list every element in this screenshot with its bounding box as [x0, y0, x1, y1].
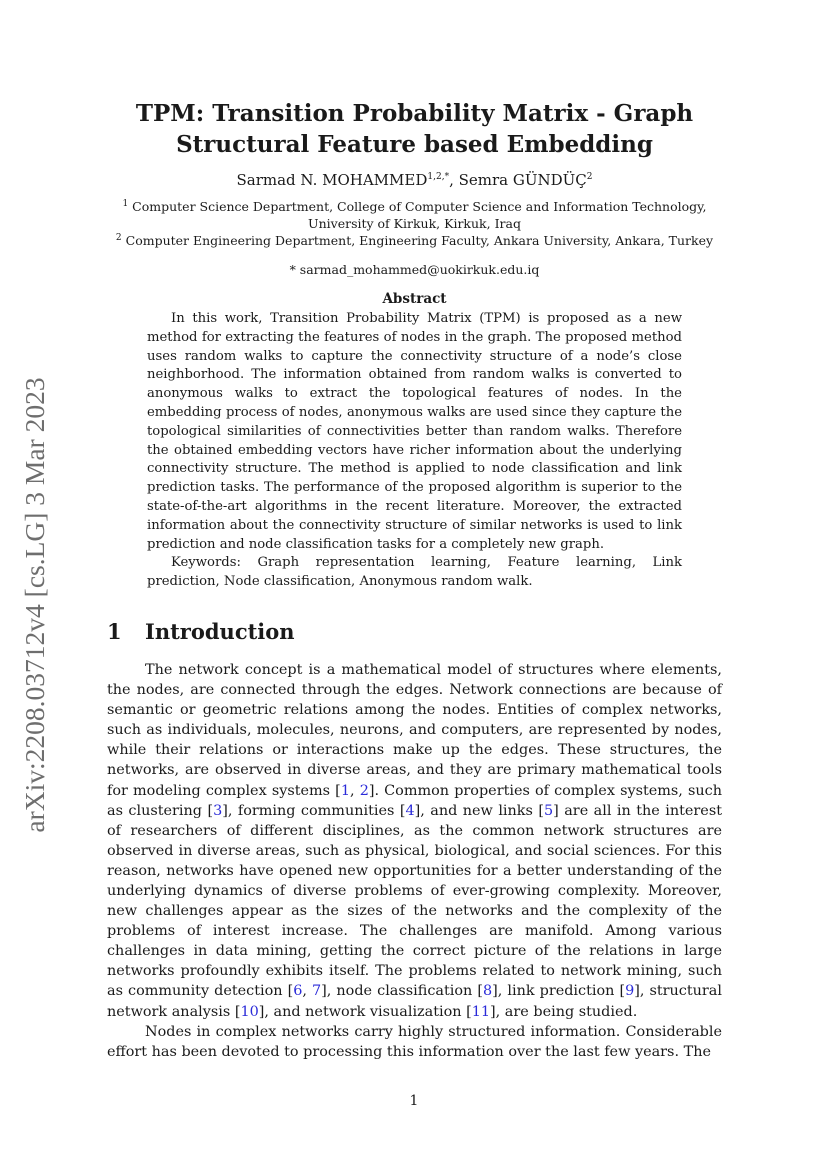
author-affil-marker: 2 [586, 172, 593, 182]
paper-page [107, 98, 722, 1062]
arxiv-sidebar [10, 360, 58, 850]
abstract-text: In this work, Transition Probability Matrix (TPM) is proposed as a new method for extracting the features of nodes in the graph. The proposed method uses random walks to capture the connectivity structure of a node’s close neighborhood. The information obtained from random walks is converted to anonymous walks to extract the topological features of nodes. In the embedding process of nodes, anonymous walks are used since they capture the topological similarities of connectivities better than random walks. Therefore the obtained embedding vectors have richer information about the underlying connectivity structure. The method is applied to node classification and link prediction tasks. The performance of the proposed algorithm is superior to the state-of-the-art algorithms in the recent literature. Moreover, the extracted information about the connectivity structure of similar networks is used to link prediction and node classification tasks for a completely new graph. [147, 311, 682, 552]
citation-link[interactable]: 1 [340, 782, 350, 799]
citation-link[interactable]: 4 [405, 802, 415, 819]
author-name: Semra GÜNDÜÇ [458, 171, 587, 189]
keywords: Keywords: Graph representation learning, Feature learning, Link prediction, Node classification, Anonymous random walk. [147, 555, 682, 590]
author-affil-marker: 1,2,* [427, 172, 450, 182]
section-number: 1 [107, 618, 122, 644]
section-heading [107, 618, 722, 646]
affiliation-2: $^2$ Computer Engineering Department, Engineering Faculty, Ankara University, Ankara, Turkey [115, 232, 714, 248]
abstract-heading: Abstract [382, 291, 447, 307]
section-title: Introduction [145, 618, 295, 644]
citation-link[interactable]: 3 [213, 802, 223, 819]
citation-link[interactable]: 6 [293, 983, 303, 1000]
section-body [107, 660, 722, 1062]
citation-link[interactable]: 8 [482, 983, 493, 1000]
paper-title [107, 98, 722, 160]
citation-link[interactable]: 5 [544, 802, 554, 819]
citation-link[interactable]: 10 [240, 1003, 259, 1020]
paragraph: The network concept is a mathematical model of structures where elements, the nodes, are connected through the edges. Network connections are because of semantic or geometric relations among the nodes. Entities of complex networks, such as individuals, molecules, neurons, and computers, are represented by nodes, while their relations or interactions make up the edges. These structures, the networks, are observed in diverse areas, and they are primary mathematical tools for modeling complex systems [1, 2]. Common properties of complex systems, such as clustering [3], forming communities [4], and new links [5] are all in the interest of researchers of different disciplines, as the common network structures are observed in diverse areas, such as physical, biological, and social sciences. For this reason, networks have opened new opportunities for a better understanding of the underlying dynamics of diverse problems of ever-growing complexity. Moreover, new challenges appear as the sizes of the networks and the complexity of the problems of interest increase. The challenges are manifold. Among various challenges in data mining, getting the correct picture of the relations in large networks profoundly exhibits itself. The problems related to network mining, such as community detection [6, 7], node classification [8], link prediction [9], structural network analysis [10], and network visualization [11], are being studied. [107, 661, 722, 1020]
affiliation-1: $^1$ Computer Science Department, College of Computer Science and Information Technology, University of Kirkuk, Kirkuk, Iraq [122, 198, 707, 231]
affiliations [107, 198, 722, 249]
page-number: 1 [409, 1093, 419, 1109]
citation-link[interactable]: 9 [625, 983, 635, 1000]
citation-link[interactable]: 2 [359, 782, 369, 799]
author-name: Sarmad N. MOHAMMED [236, 171, 428, 189]
paragraph: Nodes in complex networks carry highly structured information. Considerable effort has been devoted to processing this information over the last few years. The [107, 1023, 722, 1060]
title-line-2: Structural Feature based Embedding [176, 131, 653, 158]
citation-link[interactable]: 7 [312, 983, 322, 1000]
arxiv-identifier: arXiv:2208.03712v4 [cs.LG] 3 Mar 2023 [19, 377, 50, 833]
author-list: Sarmad N. $MOHAMMED^{1,2,*}$, Semra GÜNDÜÇ$^2$ [236, 171, 593, 189]
title-line-1: TPM: Transition Probability Matrix - Graph [135, 100, 694, 127]
corresponding-email: * sarmad_mohammed@uokirkuk.edu.iq [289, 262, 540, 277]
abstract-body [147, 310, 682, 554]
citation-link[interactable]: 11 [471, 1003, 491, 1020]
